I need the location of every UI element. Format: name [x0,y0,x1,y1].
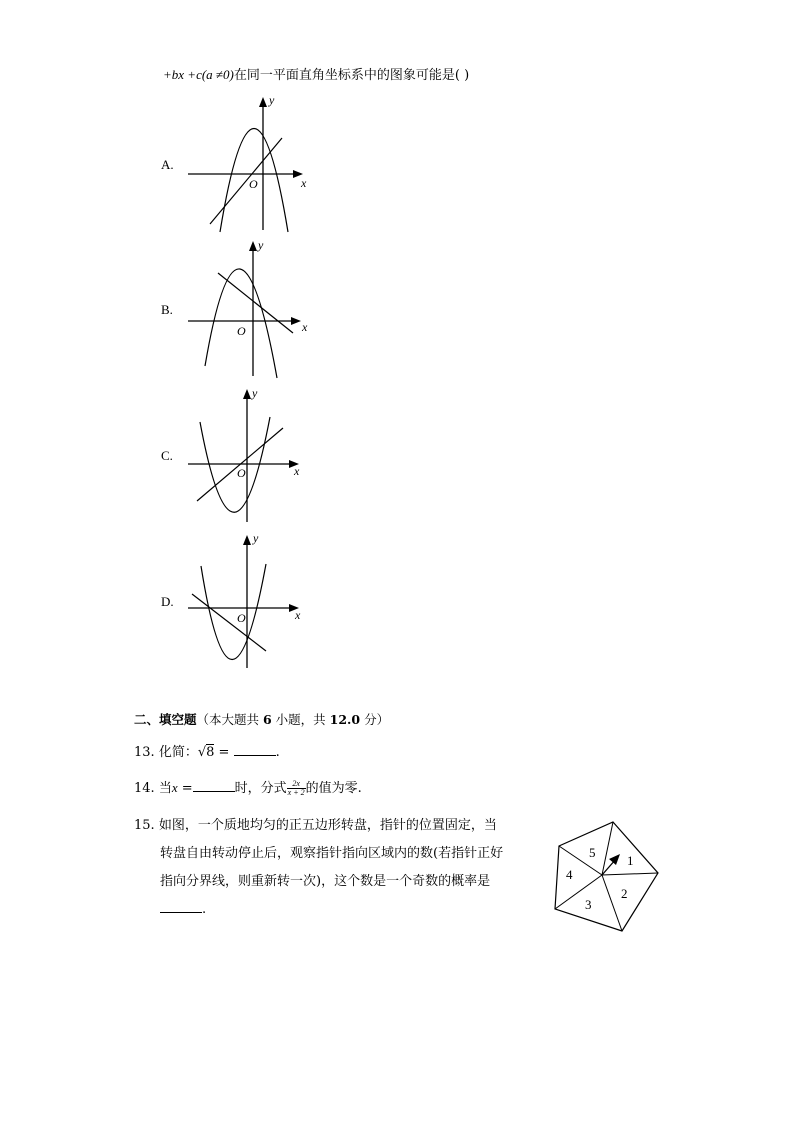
axis-x-label: x [301,176,307,190]
sqrt-expression [198,744,215,760]
option-c-label: C. [161,448,173,463]
option-a-graph [180,90,320,238]
equals-sign: = [214,745,234,760]
question-line-3: 指向分界线，则重新转一次)，这个数是一个奇数的概率是 [160,874,491,889]
section-header [134,711,389,729]
question-line-2: 转盘自由转动停止后，观察指针指向区域内的数(若指针正好 [160,846,504,861]
question-stem [163,66,469,85]
origin-label: O [237,324,246,338]
answer-blank[interactable] [234,744,276,756]
question-number: 15. [134,818,155,833]
question-13 [134,744,280,762]
section-score: 12.0 [329,712,361,727]
section-info-close: 分） [360,712,390,727]
answer-blank[interactable] [193,780,235,792]
origin-label: O [249,177,258,191]
stem-close: ) [459,68,470,83]
section-info-mid: 小题，共 [271,712,330,727]
axis-y-label: y [252,386,258,400]
origin-label: O [237,466,246,480]
section-count: 6 [263,712,272,727]
option-c-graph [180,382,320,530]
option-b-label: B. [161,302,173,317]
question-number: 14. [134,781,155,796]
axis-y-label: y [253,531,259,545]
question-15 [134,812,503,924]
pentagon-spinner [545,815,665,937]
question-number: 13. [134,745,155,760]
section-title: 二、填空题 [134,712,197,727]
equals-sign: = [177,781,193,796]
option-d-label: D. [161,594,174,609]
question-14 [134,777,362,800]
option-d-graph [180,528,320,676]
origin-label: O [237,611,246,625]
stem-text: 在同一平面直角坐标系中的图象可能是( [233,68,460,83]
sector-label-5: 5 [589,845,596,860]
option-a-label: A. [161,157,174,172]
radicand: 8 [206,745,215,760]
sector-label-1: 1 [627,853,634,868]
axis-y-label: y [269,93,275,107]
sector-label-3: 3 [585,897,592,912]
question-pre: 当 [158,781,172,796]
axis-x-label: x [294,464,300,478]
axis-x-label: x [302,320,308,334]
option-b-graph [180,236,320,384]
sector-label-2: 2 [621,886,628,901]
question-mid: 时，分式 [234,781,287,796]
question-post: 的值为零. [305,781,362,796]
question-line-1: 15. 如图，一个质地均匀的正五边形转盘，指针的位置固定，当 [134,818,497,833]
question-line-4: . [134,896,503,924]
question-end: . [275,745,280,760]
sector-label-4: 4 [566,867,573,882]
axis-x-label: x [295,608,301,622]
fraction [287,780,306,797]
answer-blank[interactable] [160,901,202,913]
question-text: 化简： [158,745,198,760]
fraction-numerator: 2x [287,780,306,789]
section-info-open: （本大题共 [196,712,263,727]
radical-sign: √ [197,745,207,760]
axis-y-label: y [258,238,264,252]
variable-x: x [171,780,178,795]
fraction-denominator: x + 2 [287,788,305,797]
stem-math: +bx +c(a ≠0) [163,67,234,82]
